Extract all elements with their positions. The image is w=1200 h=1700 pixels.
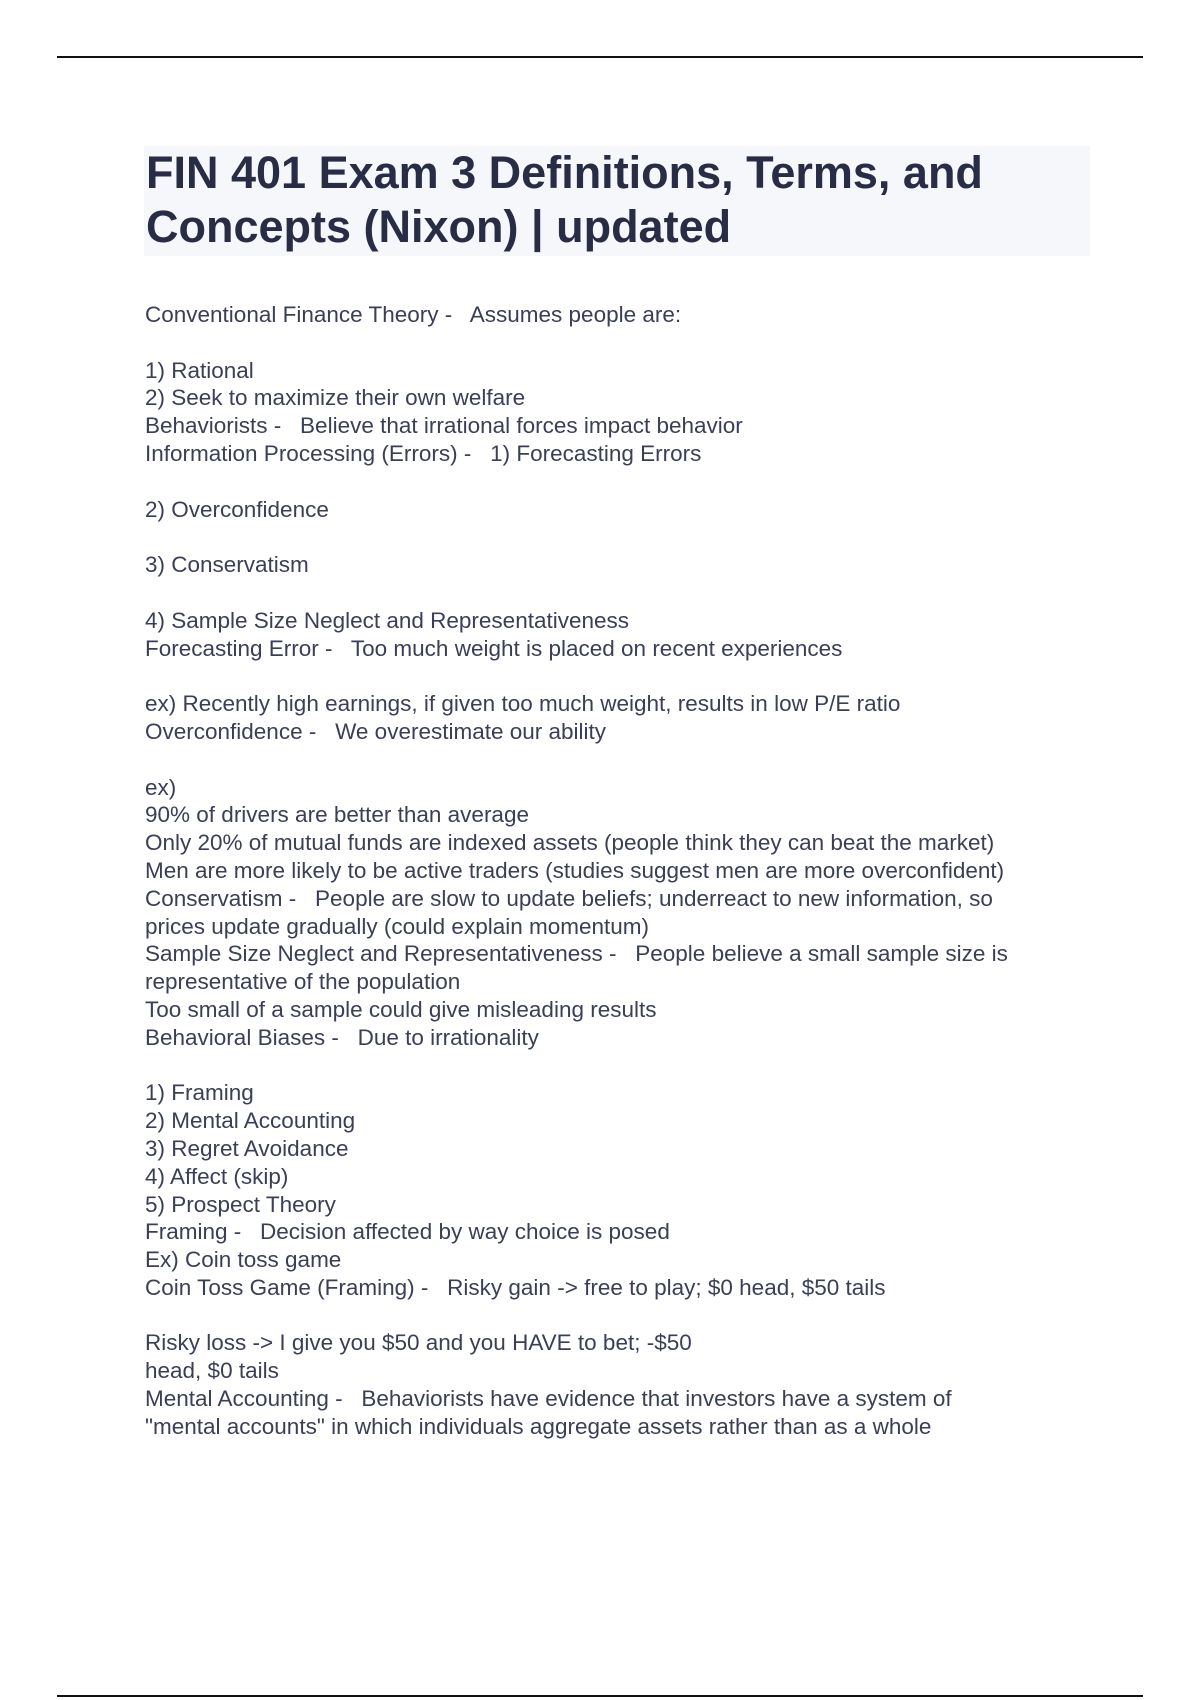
text-line: Behaviorists - Believe that irrational forces impact behavior [145, 413, 743, 439]
text-line: Sample Size Neglect and Representativeness - People believe a small sample size is [145, 941, 1008, 967]
text-line: 4) Sample Size Neglect and Representativeness [145, 607, 630, 633]
text-line: Information Processing (Errors) - 1) Forecasting Errors [145, 440, 702, 466]
text-line: Framing - Decision affected by way choice is posed [145, 1219, 670, 1245]
text-line: 2) Mental Accounting [145, 1108, 356, 1134]
text-line: Too small of a sample could give misleading results [145, 996, 657, 1022]
text-line: 90% of drivers are better than average [145, 802, 529, 828]
title-block [144, 146, 1090, 256]
blank-line [145, 523, 1095, 551]
text-line: 2) Seek to maximize their own welfare [145, 385, 526, 411]
text-line: Overconfidence - We overestimate our ability [145, 718, 607, 744]
text-line: 5) Prospect Theory [145, 1191, 336, 1217]
text-line: Only 20% of mutual funds are indexed assets (people think they can beat the market) [145, 830, 995, 856]
text-line: Ex) Coin toss game [145, 1247, 342, 1273]
document-body [145, 301, 1095, 1441]
text-line: representative of the population [145, 969, 461, 995]
title-line-1: FIN 401 Exam 3 Definitions, Terms, and [146, 147, 983, 198]
text-line: Forecasting Error - Too much weight is placed on recent experiences [145, 635, 843, 661]
text-line: Risky loss -> I give you $50 and you HAVE to bet; -$50 [145, 1330, 692, 1356]
text-line: 1) Framing [145, 1080, 254, 1106]
title-line-2: Concepts (Nixon) | updated [146, 201, 732, 252]
text-line: Conventional Finance Theory - Assumes people are: [145, 302, 682, 327]
text-line: 2) Overconfidence [145, 496, 329, 522]
text-line: Mental Accounting - Behaviorists have evidence that investors have a system of [145, 1386, 952, 1412]
text-line: ex) Recently high earnings, if given too much weight, results in low P/E ratio [145, 691, 901, 717]
top-rule [57, 56, 1143, 58]
text-line: Coin Toss Game (Framing) - Risky gain -> free to play; $0 head, $50 tails [145, 1274, 886, 1300]
text-line: 3) Regret Avoidance [145, 1135, 349, 1161]
text-line: "mental accounts" in which individuals aggregate assets rather than as a whole [145, 1413, 932, 1439]
text-line: 4) Affect (skip) [145, 1163, 289, 1189]
blank-line [145, 1302, 1095, 1330]
blank-line [145, 746, 1095, 774]
text-line: head, $0 tails [145, 1358, 279, 1384]
blank-line [145, 329, 1095, 357]
bottom-rule [57, 1695, 1143, 1697]
blank-line [145, 1052, 1095, 1080]
page-title [146, 146, 1090, 254]
blank-line [145, 468, 1095, 496]
blank-line [145, 579, 1095, 607]
text-line: 3) Conservatism [145, 552, 309, 578]
text-line: 1) Rational [145, 357, 254, 383]
text-line: prices update gradually (could explain momentum) [145, 913, 650, 939]
text-line: ex) [145, 774, 177, 800]
text-line: Behavioral Biases - Due to irrationality [145, 1024, 539, 1050]
blank-line [145, 662, 1095, 690]
text-line: Conservatism - People are slow to update beliefs; underreact to new information, so [145, 885, 993, 911]
text-line: Men are more likely to be active traders (studies suggest men are more overconfident) [145, 857, 1005, 883]
